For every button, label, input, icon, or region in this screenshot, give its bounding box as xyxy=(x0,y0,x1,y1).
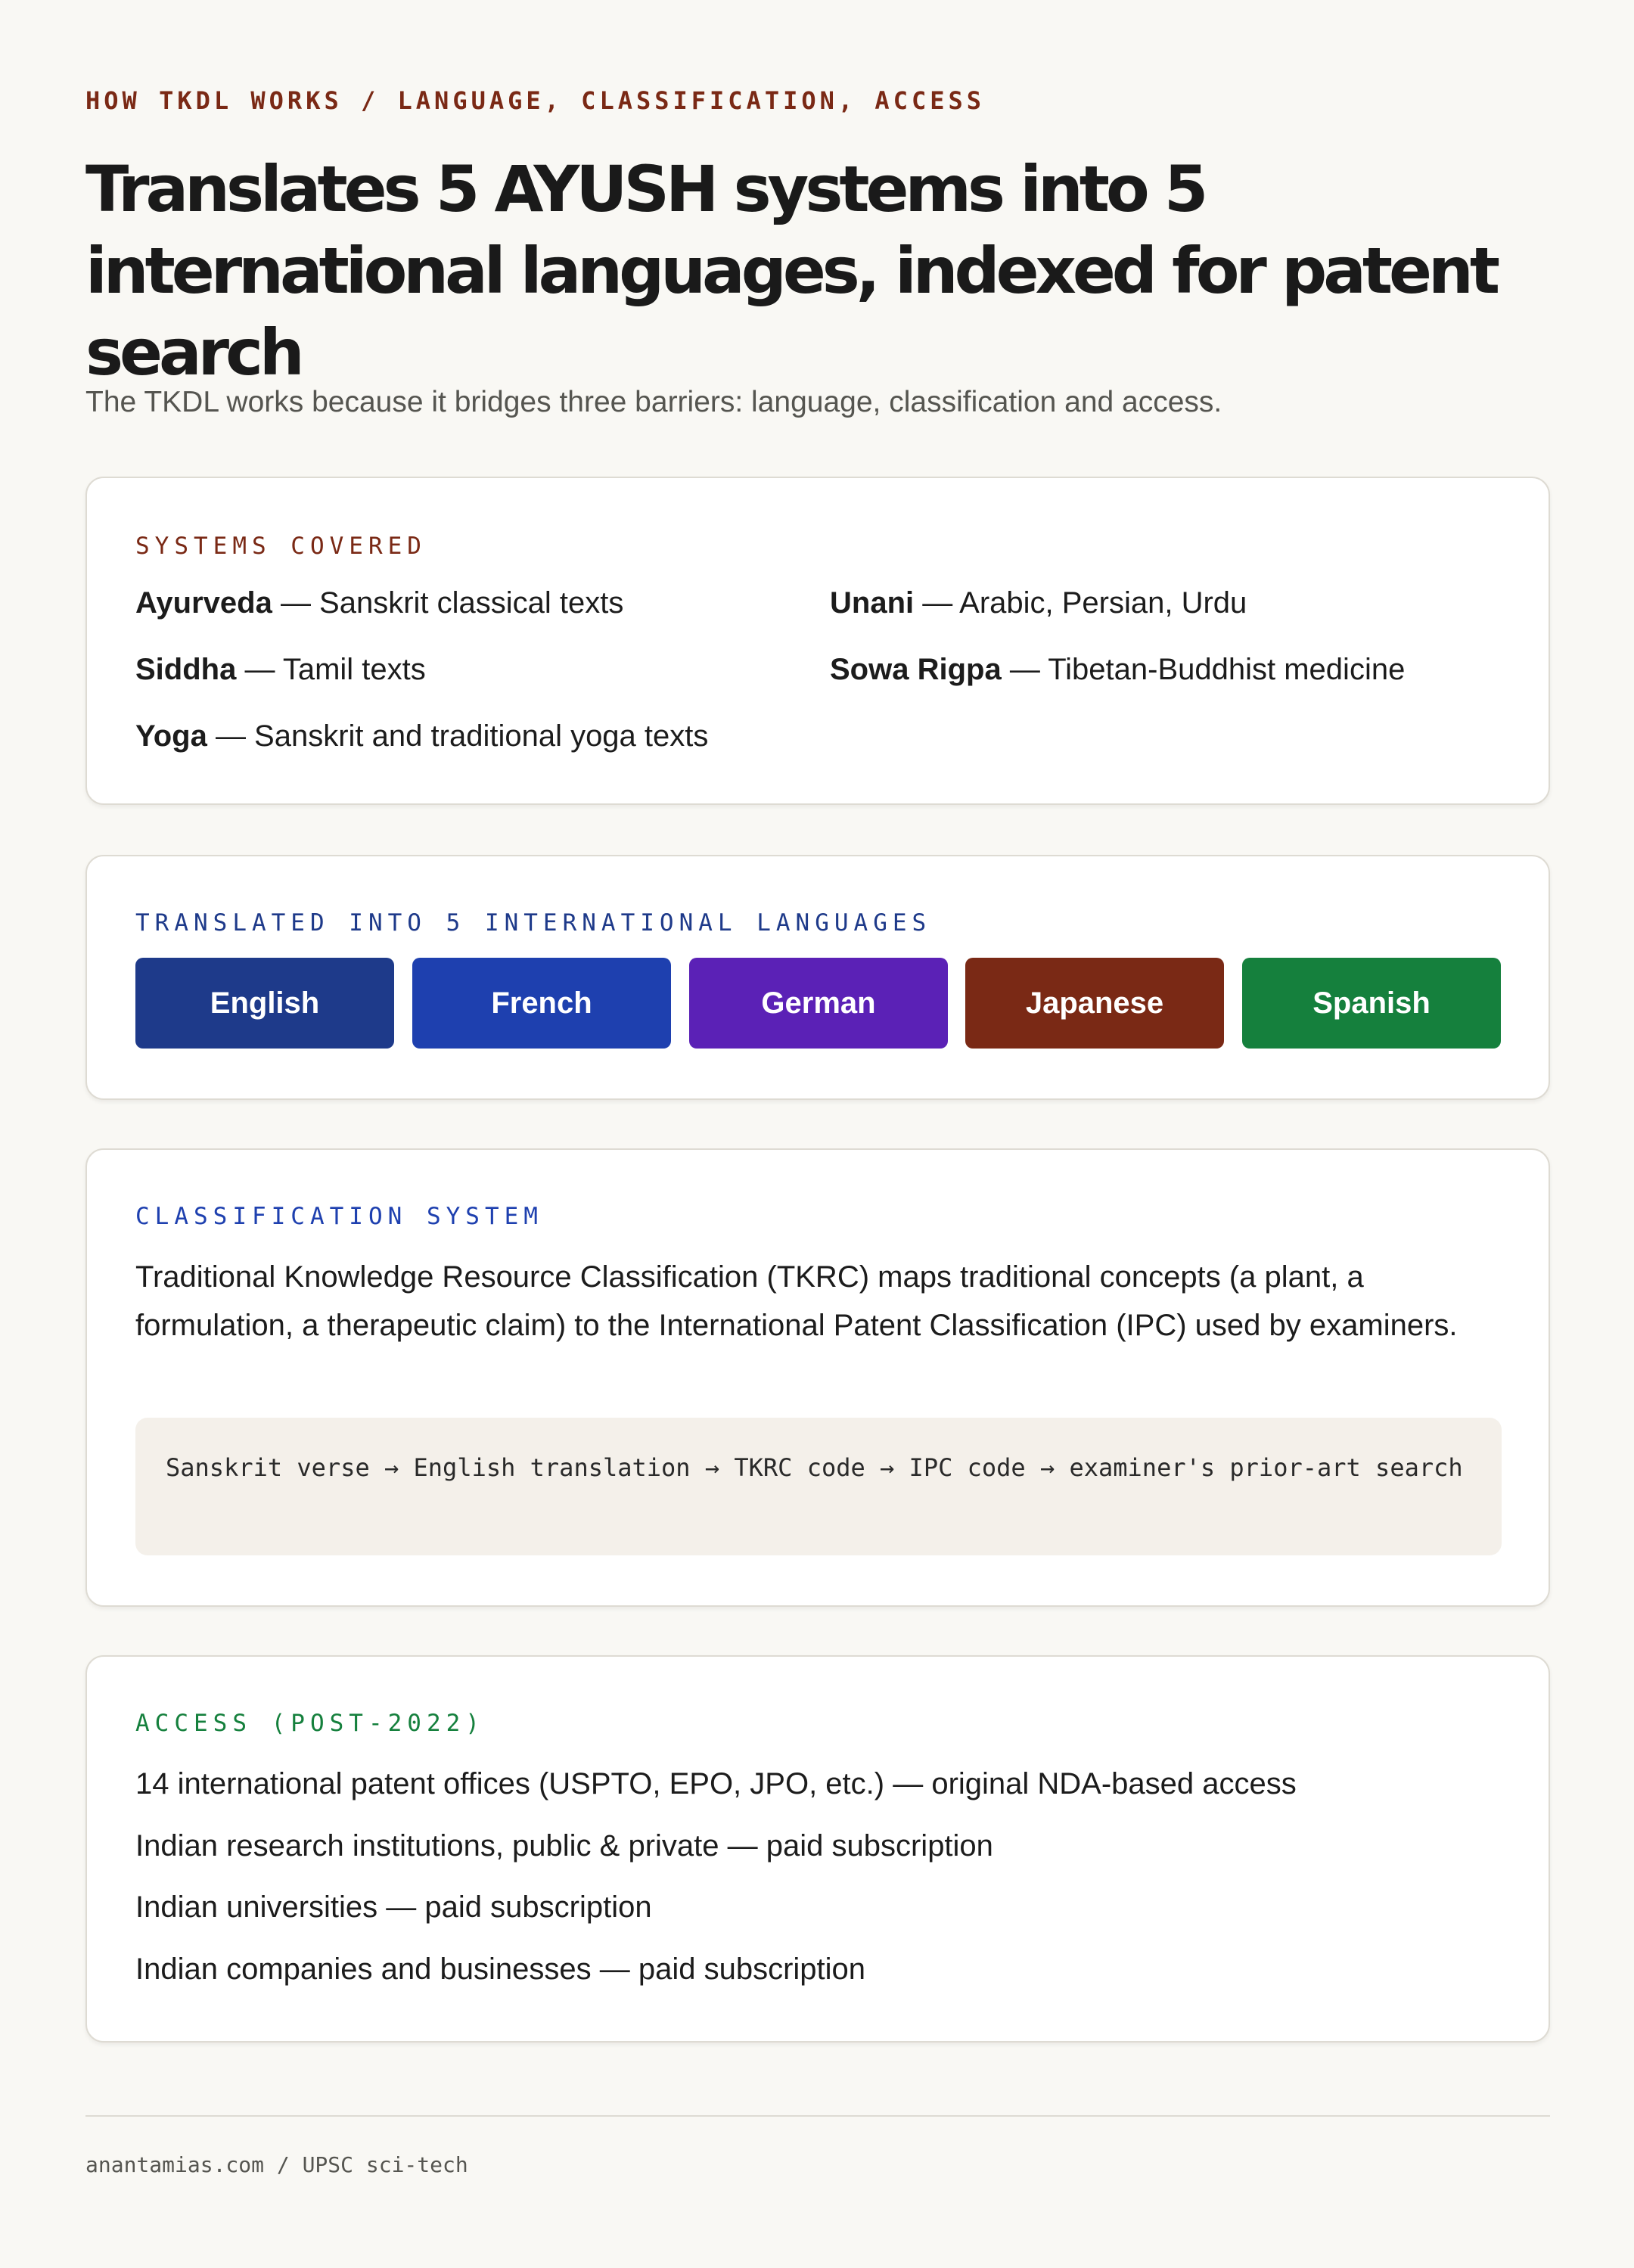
language-pill-french: French xyxy=(412,958,671,1049)
language-pill-english: English xyxy=(135,958,394,1049)
page-title: Translates 5 AYUSH systems into 5 international languages, indexed for patent search xyxy=(85,152,1496,390)
system-desc: — Tamil texts xyxy=(236,653,426,686)
footer-divider xyxy=(85,2115,1550,2117)
access-item: Indian companies and businesses — paid subscription xyxy=(135,1953,866,1986)
language-pill-spanish: Spanish xyxy=(1242,958,1501,1049)
classification-label: CLASSIFICATION SYSTEM xyxy=(135,1203,543,1230)
languages-card xyxy=(85,855,1550,1100)
system-name: Yoga xyxy=(135,719,207,753)
system-item-siddha xyxy=(135,651,426,688)
systems-card xyxy=(85,477,1550,805)
system-item-sowa-rigpa xyxy=(830,651,1405,688)
access-label: ACCESS (POST-2022) xyxy=(135,1710,485,1737)
system-name: Sowa Rigpa xyxy=(830,653,1002,686)
system-desc: — Sanskrit and traditional yoga texts xyxy=(207,719,709,753)
system-item-unani xyxy=(830,584,1247,622)
subtitle: The TKDL works because it bridges three barriers: language, classification and access. xyxy=(85,386,1222,418)
language-pill-japanese: Japanese xyxy=(965,958,1224,1049)
footer: anantamias.com / UPSC sci-tech xyxy=(85,2152,468,2177)
system-name: Ayurveda xyxy=(135,586,272,620)
access-item: 14 international patent offices (USPTO, EPO, JPO, etc.) — original NDA-based access xyxy=(135,1767,1297,1800)
system-name: Unani xyxy=(830,586,915,620)
system-item-ayurveda xyxy=(135,584,623,622)
access-item: Indian universities — paid subscription xyxy=(135,1891,652,1924)
systems-label: SYSTEMS COVERED xyxy=(135,533,427,560)
language-pill-german: German xyxy=(689,958,948,1049)
system-name: Siddha xyxy=(135,653,237,686)
eyebrow: HOW TKDL WORKS / LANGUAGE, CLASSIFICATION, ACCESS xyxy=(85,86,986,115)
system-desc: — Tibetan-Buddhist medicine xyxy=(1001,653,1406,686)
classification-text: Traditional Knowledge Resource Classification (TKRC) maps traditional concepts (a plant, a formulation, a therapeutic claim) to the International Patent Classification (IPC) used by examiners. xyxy=(135,1260,1458,1342)
classification-card xyxy=(85,1148,1550,1607)
system-item-yoga xyxy=(135,717,708,755)
classification-flow: Sanskrit verse → English translation → TKRC code → IPC code → examiner's prior-art search xyxy=(135,1418,1502,1555)
languages-label: TRANSLATED INTO 5 INTERNATIONAL LANGUAGES xyxy=(135,909,932,937)
access-item: Indian research institutions, public & private — paid subscription xyxy=(135,1829,993,1863)
access-card xyxy=(85,1655,1550,2043)
system-desc: — Sanskrit classical texts xyxy=(272,586,624,620)
system-desc: — Arabic, Persian, Urdu xyxy=(914,586,1247,620)
